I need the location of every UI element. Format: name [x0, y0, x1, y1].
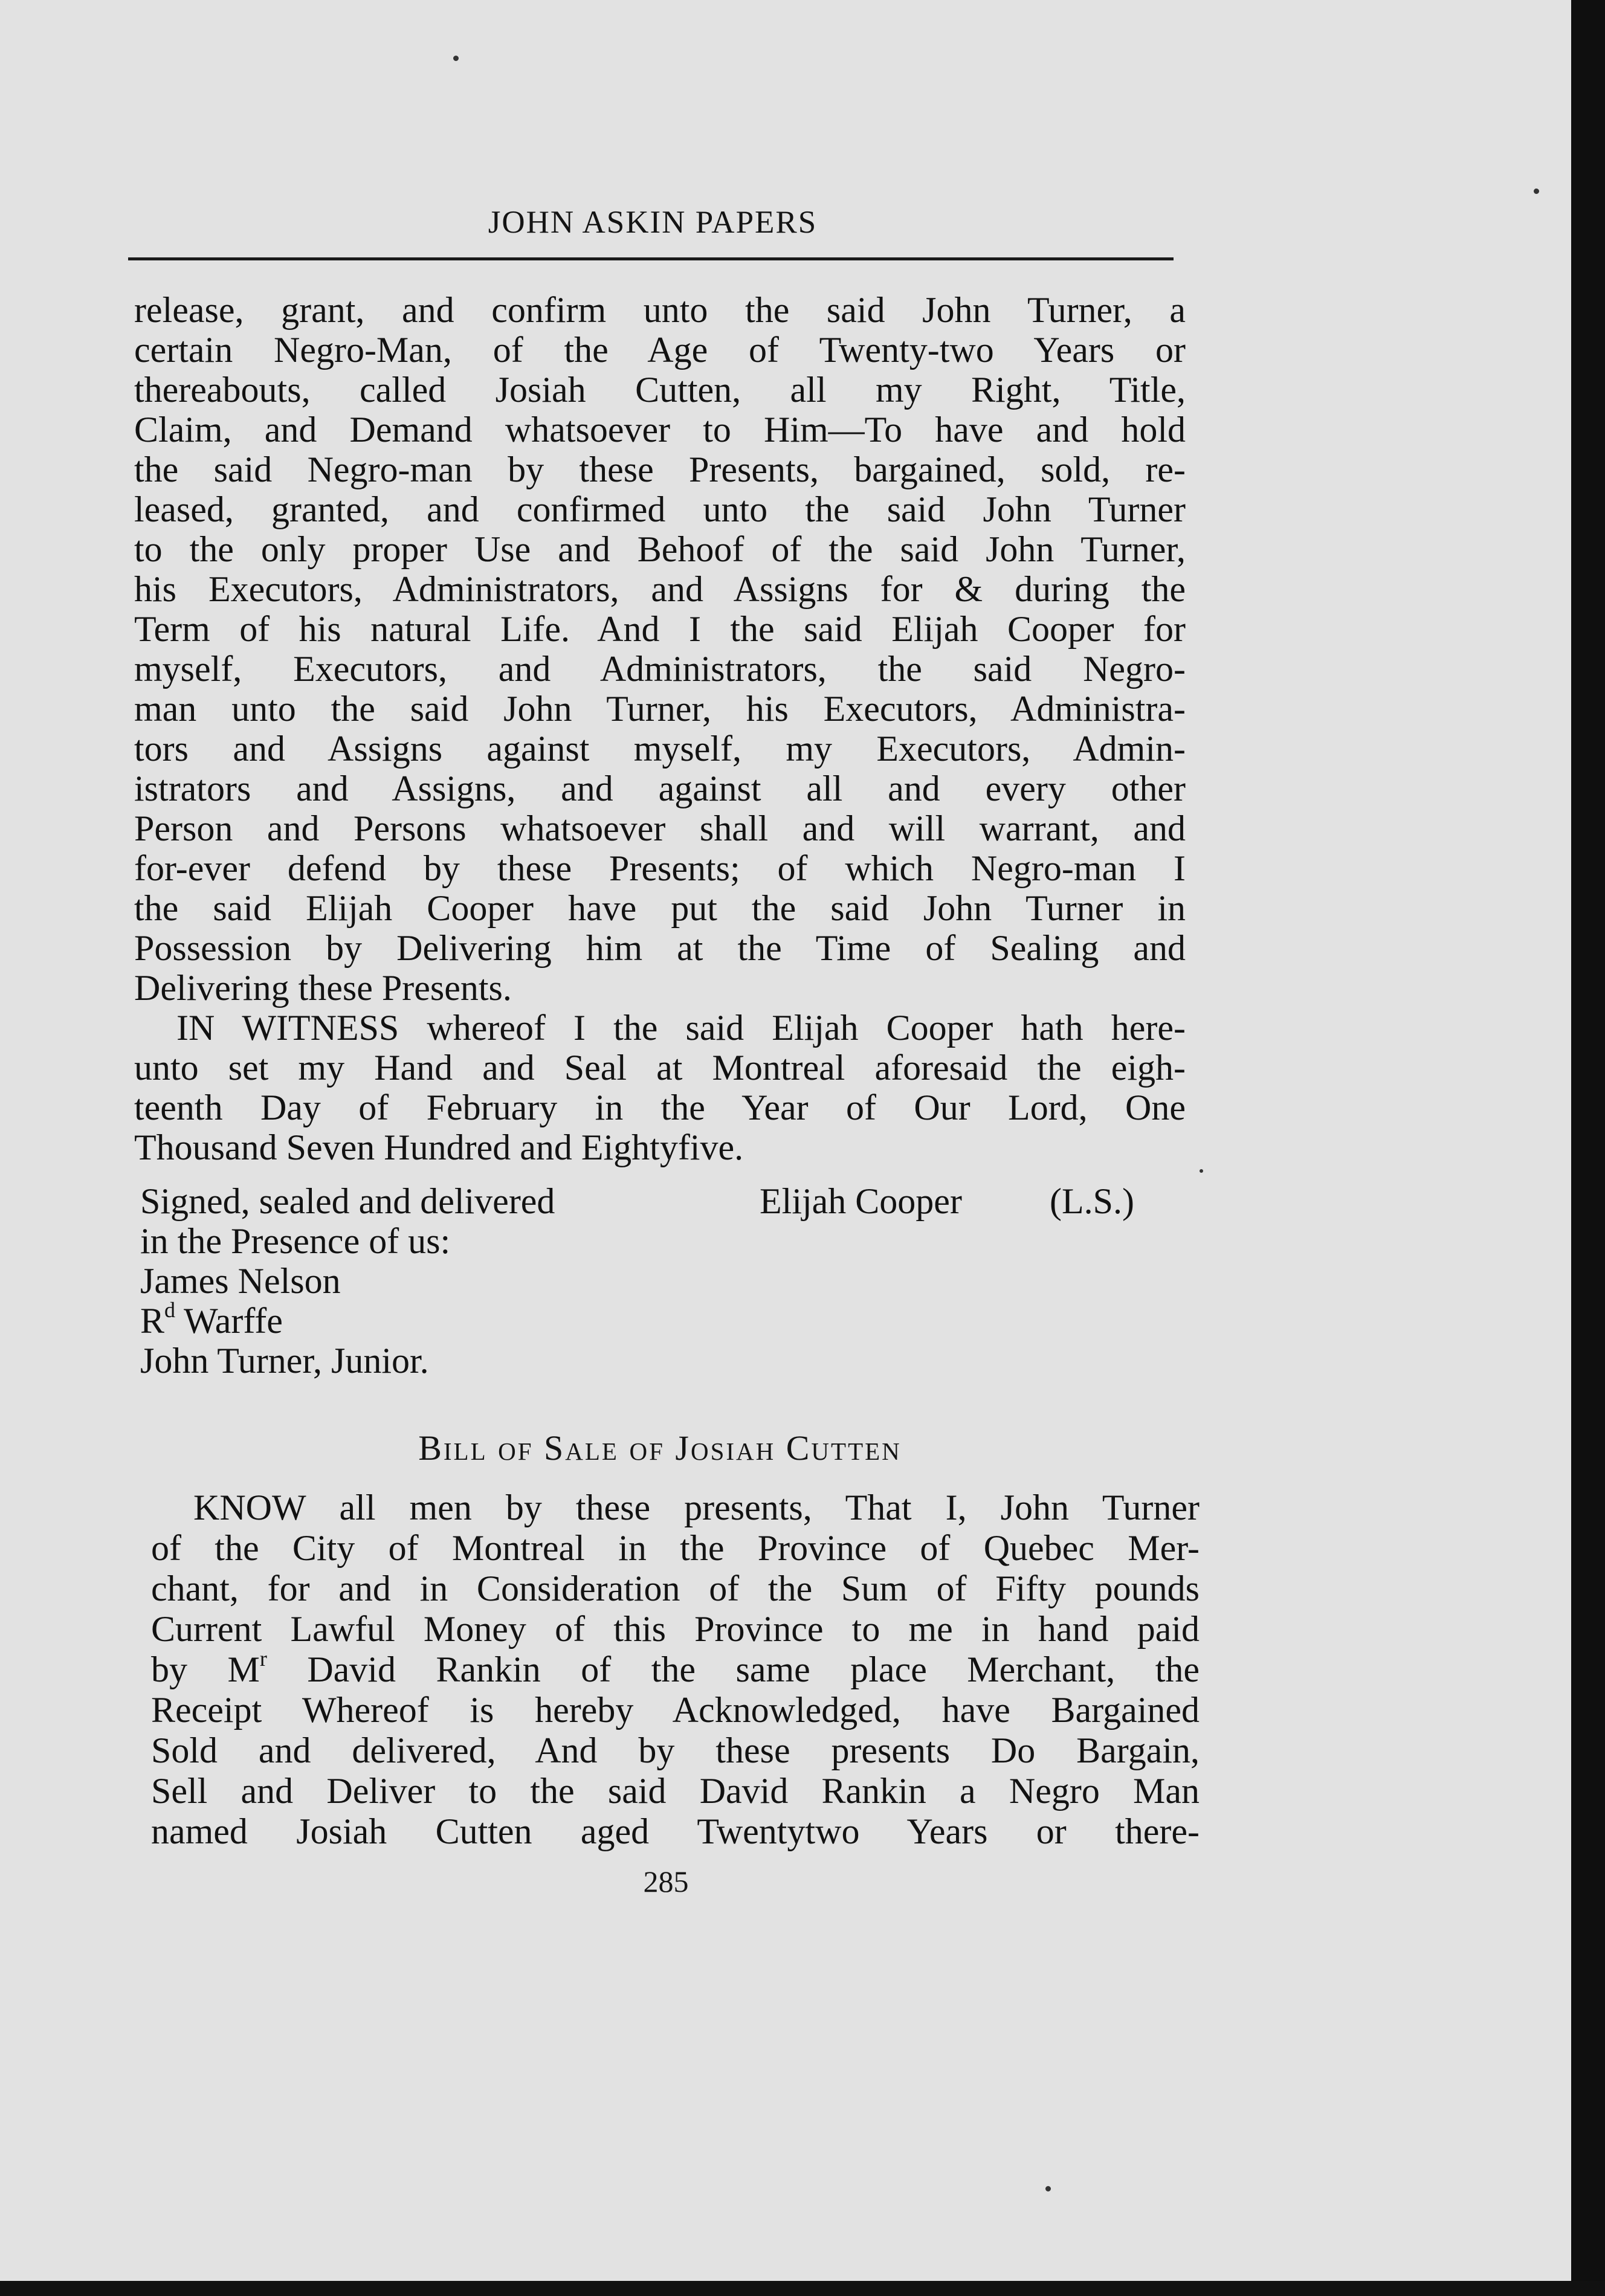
text-line: release, grant, and confirm unto the said John Turner, a — [134, 290, 1186, 330]
paragraph-bill-of-sale — [151, 1488, 1200, 1852]
presence-line: in the Presence of us: — [140, 1221, 451, 1261]
signature-row — [140, 1181, 1180, 1221]
witness-superscript: d — [164, 1298, 176, 1322]
text-line: istrators and Assigns, and against all and every other — [134, 769, 1186, 808]
signer-name: Elijah Cooper — [760, 1181, 962, 1221]
text-line: named Josiah Cutten aged Twentytwo Years or there- — [151, 1811, 1200, 1851]
paper-speck — [453, 56, 459, 61]
header-rule — [128, 257, 1174, 260]
text-fragment: by M — [151, 1649, 260, 1689]
text-line: Sold and delivered, And by these presents Do Bargain, — [151, 1730, 1200, 1770]
text-line: tors and Assigns against myself, my Executors, Admin- — [134, 729, 1186, 769]
text-line — [151, 1646, 1200, 1690]
text-line: of the City of Montreal in the Province of Quebec Mer- — [151, 1528, 1200, 1568]
section-title: Bill of Sale of Josiah Cutten — [418, 1428, 902, 1468]
text-line: Receipt Whereof is hereby Acknowledged, have Bargained — [151, 1690, 1200, 1730]
text-line: KNOW all men by these presents, That I, John Turner — [193, 1488, 1200, 1527]
signed-sealed-label: Signed, sealed and delivered — [140, 1181, 555, 1221]
text-line: chant, for and in Consideration of the Sum of Fifty pounds — [151, 1569, 1200, 1608]
seal-mark: (L.S.) — [1050, 1181, 1134, 1221]
text-line: to the only proper Use and Behoof of the said John Turner, — [134, 529, 1186, 569]
text-line: Claim, and Demand whatsoever to Him—To have and hold — [134, 410, 1186, 450]
running-head: JOHN ASKIN PAPERS — [488, 205, 818, 240]
text-line: Sell and Deliver to the said David Rankin a Negro Man — [151, 1771, 1200, 1811]
paper-speck — [1045, 2186, 1051, 2191]
text-line: for-ever defend by these Presents; of which Negro-man I — [134, 848, 1186, 888]
text-line: teenth Day of February in the Year of Our Lord, One — [134, 1088, 1186, 1127]
paper-speck — [1534, 189, 1539, 194]
text-line: Possession by Delivering him at the Time of Sealing and — [134, 928, 1186, 968]
text-line: the said Negro-man by these Presents, bargained, sold, re- — [134, 450, 1186, 489]
paragraph-release — [134, 290, 1186, 1167]
text-line: his Executors, Administrators, and Assigns for & during the — [134, 569, 1186, 609]
text-line: the said Elijah Cooper have put the said John Turner in — [134, 888, 1186, 928]
text-line: man unto the said John Turner, his Executors, Administra- — [134, 689, 1186, 729]
witness-surname: Warffe — [175, 1301, 283, 1341]
page-number: 285 — [643, 1865, 689, 1898]
text-line: certain Negro-Man, of the Age of Twenty-two Years or — [134, 330, 1186, 370]
text-line: Term of his natural Life. And I the said Elijah Cooper for — [134, 609, 1186, 649]
witness-name: John Turner, Junior. — [140, 1341, 429, 1381]
text-line: Delivering these Presents. — [134, 968, 512, 1008]
witness-name: James Nelson — [140, 1261, 341, 1301]
text-fragment: David Rankin of the same place Merchant, the — [266, 1649, 1200, 1689]
witness-initial: R — [140, 1301, 165, 1341]
text-line: Current Lawful Money of this Province to me in hand paid — [151, 1609, 1200, 1649]
superscript: r — [259, 1646, 267, 1671]
scan-shadow-bottom — [0, 2281, 1605, 2296]
signature-block — [140, 1181, 1180, 1381]
text-line: Person and Persons whatsoever shall and will warrant, and — [134, 808, 1186, 848]
text-line: leased, granted, and confirmed unto the said John Turner — [134, 489, 1186, 529]
text-line: thereabouts, called Josiah Cutten, all my Right, Title, — [134, 370, 1186, 410]
text-line: Thousand Seven Hundred and Eightyfive. — [134, 1127, 744, 1167]
witness-name — [140, 1298, 1180, 1341]
paper-speck — [1200, 1169, 1203, 1173]
text-line: myself, Executors, and Administrators, the said Negro- — [134, 649, 1186, 689]
scan-shadow-right — [1571, 0, 1605, 2296]
text-line: unto set my Hand and Seal at Montreal aforesaid the eigh- — [134, 1048, 1186, 1088]
text-line: IN WITNESS whereof I the said Elijah Cooper hath here- — [176, 1008, 1186, 1048]
